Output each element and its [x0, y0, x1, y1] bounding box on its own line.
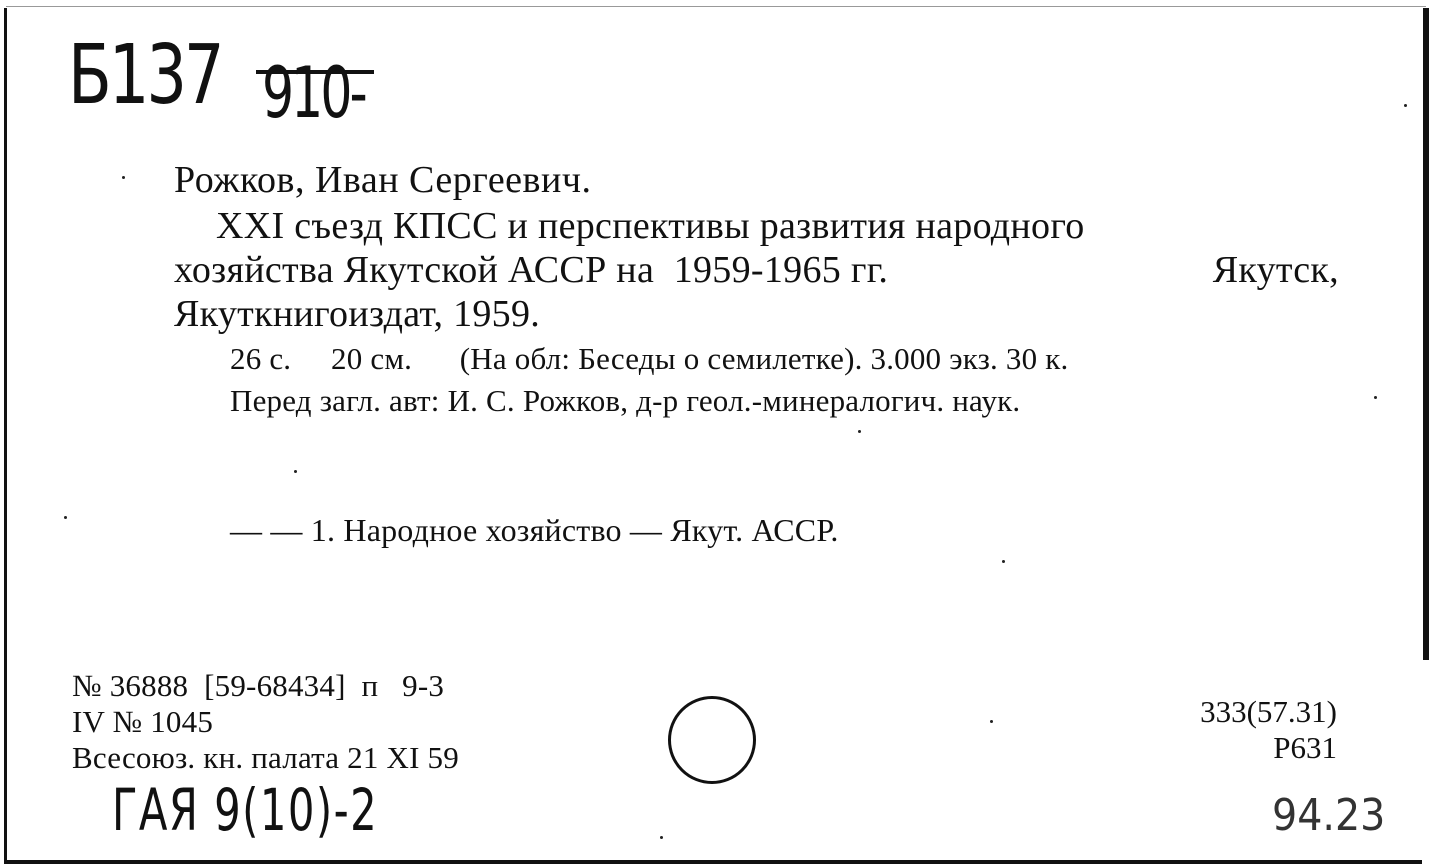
speck	[858, 430, 861, 433]
speck	[990, 720, 993, 723]
imprint-line-1: № 36888 [59-68434] п 9-3	[72, 668, 445, 703]
handwritten-number: 94.23	[1272, 790, 1386, 841]
card-edge-right	[1423, 8, 1429, 660]
title-line-1: XXI съезд КПСС и перспективы развития народного	[216, 205, 1085, 247]
speck	[122, 176, 125, 179]
author-heading: Рожков, Иван Сергеевич.	[174, 159, 592, 201]
title-line-2: хозяйства Якутской АССР на 1959-1965 гг. Якутск,	[174, 249, 1339, 291]
handwritten-call-number: Б137	[68, 28, 222, 123]
speck	[294, 470, 297, 473]
title-block	[174, 204, 1339, 336]
publication-place: Якутск,	[1212, 249, 1339, 291]
bbk-code: Р631	[1273, 730, 1337, 765]
handwritten-call-number-sub: 910-	[262, 52, 365, 134]
speck	[1002, 560, 1005, 563]
card-edge-top	[6, 6, 1426, 7]
udc-code: 333(57.31)	[1200, 694, 1337, 729]
speck	[1374, 396, 1377, 399]
title-line-3: Якуткнигоиздат, 1959.	[174, 293, 541, 335]
speck	[1404, 104, 1407, 107]
card-edge-bottom	[4, 860, 1422, 864]
physical-description	[230, 338, 1068, 422]
speck	[660, 836, 663, 839]
card-edge-left	[4, 8, 7, 864]
classification-codes	[1200, 694, 1337, 766]
imprint-block	[72, 668, 459, 776]
handwritten-shelf-mark: ГАЯ 9(10)-2	[112, 776, 379, 844]
imprint-line-3: Всесоюз. кн. палата 21 XI 59	[72, 740, 459, 775]
imprint-line-2: IV № 1045	[72, 704, 214, 739]
notes-line-1: 26 с. 20 см. (На обл: Беседы о семилетке). 3.000 экз. 30 к.	[230, 341, 1069, 376]
punch-hole	[668, 696, 756, 784]
notes-line-2: Перед загл. авт: И. С. Рожков, д-р геол.-минералогич. наук.	[230, 383, 1021, 418]
subject-heading: — — 1. Народное хозяйство — Якут. АССР.	[230, 512, 839, 548]
speck	[64, 516, 67, 519]
